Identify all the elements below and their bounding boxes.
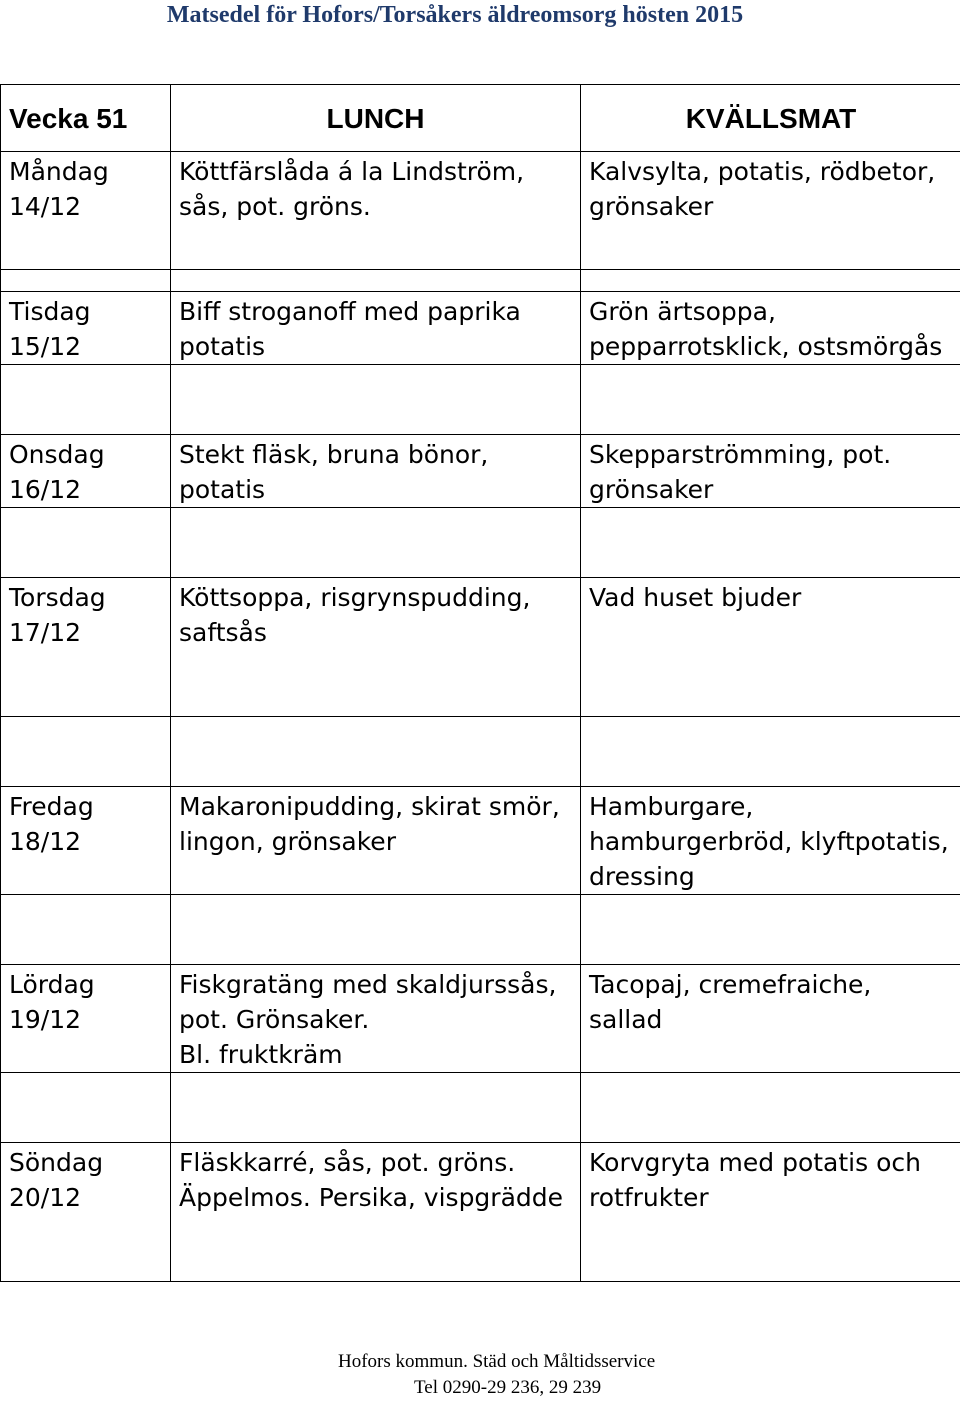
lunch-cell [171, 1143, 581, 1282]
lunch-cell [171, 435, 581, 508]
lunch-line: lingon, grönsaker [179, 827, 396, 856]
header-row [1, 85, 960, 152]
dinner-line: pepparrotsklick, ostsmörgås [589, 332, 943, 361]
dinner-line: Skepparströmming, pot. [589, 440, 892, 469]
lunch-cell [171, 292, 581, 365]
lunch-cell [171, 787, 581, 895]
day-name: Fredag [9, 792, 94, 821]
lunch-line: Köttfärslåda á la Lindström, [179, 157, 525, 186]
day-date: 14/12 [9, 192, 82, 221]
dinner-line: hamburgerbröd, klyftpotatis, [589, 827, 949, 856]
day-date: 20/12 [9, 1183, 82, 1212]
day-row-monday [1, 152, 960, 270]
lunch-line: potatis [179, 475, 266, 504]
lunch-line: Makaronipudding, skirat smör, [179, 792, 560, 821]
document-title: Matsedel för Hofors/Torsåkers äldreomsorg hösten 2015 [166, 2, 744, 28]
day-cell [1, 435, 171, 508]
week-header: Vecka 51 [1, 85, 171, 152]
spacer-row [1, 508, 960, 578]
dinner-line: Grön ärtsoppa, [589, 297, 776, 326]
lunch-line: Bl. fruktkräm [179, 1040, 343, 1069]
day-cell [1, 965, 171, 1073]
day-cell [1, 152, 171, 270]
menu-table [0, 84, 960, 1282]
lunch-cell [171, 578, 581, 717]
day-row-sunday [1, 1143, 960, 1282]
lunch-line: Stekt fläsk, bruna bönor, [179, 440, 489, 469]
dinner-line: Tacopaj, cremefraiche, [589, 970, 872, 999]
lunch-cell [171, 965, 581, 1073]
lunch-line: Köttsoppa, risgrynspudding, [179, 583, 531, 612]
dinner-line: grönsaker [589, 192, 714, 221]
day-date: 15/12 [9, 332, 82, 361]
lunch-line: Fläskkarré, sås, pot. gröns. [179, 1148, 516, 1177]
spacer-row [1, 895, 960, 965]
day-name: Tisdag [9, 297, 91, 326]
day-cell [1, 787, 171, 895]
day-date: 17/12 [9, 618, 82, 647]
lunch-line: Fiskgratäng med skaldjurssås, [179, 970, 557, 999]
spacer-row [1, 717, 960, 787]
dinner-line: sallad [589, 1005, 663, 1034]
dinner-cell [581, 578, 960, 717]
spacer-row [1, 1073, 960, 1143]
lunch-cell [171, 152, 581, 270]
day-row-wednesday [1, 435, 960, 508]
day-name: Söndag [9, 1148, 104, 1177]
lunch-line: Äppelmos. Persika, vispgrädde [179, 1183, 564, 1212]
day-name: Måndag [9, 157, 109, 186]
day-cell [1, 1143, 171, 1282]
day-cell [1, 292, 171, 365]
dinner-line: Korvgryta med potatis och [589, 1148, 921, 1177]
lunch-header: LUNCH [171, 85, 581, 152]
day-row-saturday [1, 965, 960, 1073]
lunch-line: pot. Grönsaker. [179, 1005, 370, 1034]
dinner-cell [581, 152, 960, 270]
dinner-cell [581, 787, 960, 895]
day-row-friday [1, 787, 960, 895]
spacer-row [1, 365, 960, 435]
footer-organization: Hofors kommun. Städ och Måltidsservice [338, 1351, 656, 1372]
dinner-line: rotfrukter [589, 1183, 709, 1212]
dinner-line: Kalvsylta, potatis, rödbetor, [589, 157, 936, 186]
footer-phone: Tel 0290-29 236, 29 239 [414, 1377, 602, 1398]
spacer-row [1, 270, 960, 292]
dinner-cell [581, 965, 960, 1073]
lunch-line: saftsås [179, 618, 267, 647]
dinner-line: dressing [589, 862, 695, 891]
day-date: 19/12 [9, 1005, 82, 1034]
dinner-cell [581, 435, 960, 508]
lunch-line: potatis [179, 332, 266, 361]
day-date: 16/12 [9, 475, 82, 504]
dinner-line: Vad huset bjuder [589, 583, 802, 612]
dinner-cell [581, 1143, 960, 1282]
lunch-line: sås, pot. gröns. [179, 192, 371, 221]
lunch-line: Biff stroganoff med paprika [179, 297, 521, 326]
dinner-header: KVÄLLSMAT [581, 85, 960, 152]
dinner-line: Hamburgare, [589, 792, 754, 821]
dinner-line: grönsaker [589, 475, 714, 504]
day-name: Onsdag [9, 440, 105, 469]
dinner-cell [581, 292, 960, 365]
day-row-tuesday [1, 292, 960, 365]
day-date: 18/12 [9, 827, 82, 856]
day-name: Torsdag [9, 583, 106, 612]
day-row-thursday [1, 578, 960, 717]
day-cell [1, 578, 171, 717]
day-name: Lördag [9, 970, 95, 999]
